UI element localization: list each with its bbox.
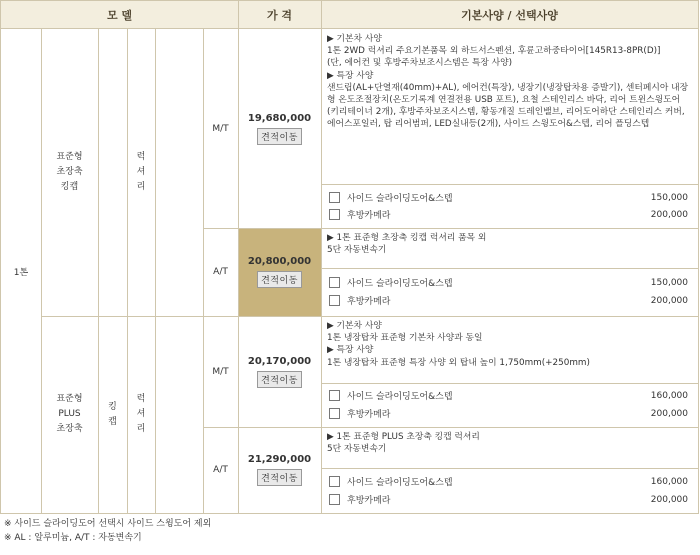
header-spec: 기본사양 / 선택사양: [321, 1, 698, 28]
row1-option-1-checkbox[interactable]: [329, 192, 340, 203]
group2-model-name: 표준형 PLUS 초장축: [56, 394, 83, 434]
row3-option-2-checkbox[interactable]: [329, 408, 340, 419]
header-price: 가 격: [238, 1, 321, 28]
row1-price: 19,680,000: [247, 112, 312, 124]
group2-trim-cell: [127, 316, 155, 513]
row3-price-cell: [238, 316, 321, 427]
group2-cab-label: 킹 캡: [108, 401, 117, 427]
row4-option-2-checkbox[interactable]: [329, 494, 340, 505]
group1-trim-cell: [127, 29, 155, 316]
row3-option-2[interactable]: [321, 405, 698, 422]
row4-option-2-price: 200,000: [650, 494, 688, 505]
row1-option-2-checkbox[interactable]: [329, 209, 340, 220]
header-model: 모 델: [1, 1, 238, 28]
footnote-2: ※ AL : 알루미늄, A/T : 자동변속기: [4, 533, 142, 543]
row2-quote-button[interactable]: 견적이동: [257, 271, 302, 288]
row1-quote-button[interactable]: 견적이동: [257, 128, 302, 145]
row3-option-2-name: 후방카메라: [347, 410, 391, 420]
row3-quote-button[interactable]: 견적이동: [257, 371, 302, 388]
row4-price: 21,290,000: [247, 454, 312, 465]
row1-option-1-name: 사이드 슬라이딩도어&스텝: [347, 194, 453, 204]
group1-model-cell: [41, 29, 98, 316]
row2-spec: ▶ 1톤 표준형 초장축 킹캡 럭셔리 품목 외 5단 자동변속기: [327, 233, 487, 256]
group2-model-cell: [41, 316, 98, 513]
row2-option-2-name: 후방카메라: [347, 297, 391, 307]
row2-option-2-price: 200,000: [650, 295, 688, 306]
row2-option-2[interactable]: [321, 292, 698, 309]
row2-price: 20,800,000: [247, 256, 312, 267]
group1-blank-cell: [155, 29, 203, 316]
row1-option-1[interactable]: [321, 189, 698, 206]
row4-option-1[interactable]: [321, 473, 698, 490]
row4-option-1-price: 160,000: [650, 476, 688, 487]
row3-option-1-price: 160,000: [650, 390, 688, 401]
group2-blank-cell: [155, 316, 203, 513]
class-cell: [1, 29, 41, 513]
row1-option-2-name: 후방카메라: [347, 211, 391, 221]
row4-option-1-checkbox[interactable]: [329, 476, 340, 487]
row3-option-1-name: 사이드 슬라이딩도어&스텝: [347, 392, 453, 402]
row3-option-1[interactable]: [321, 387, 698, 404]
group1-cab-cell: [98, 29, 127, 316]
row2-trans: A/T: [213, 267, 228, 277]
footnote-1: ※ 사이드 슬라이딩도어 선택시 사이드 스윙도어 제외: [4, 519, 212, 529]
row4-option-2[interactable]: [321, 491, 698, 508]
row4-option-2-name: 후방카메라: [347, 496, 391, 506]
row3-option-2-price: 200,000: [650, 408, 688, 419]
row4-option-1-name: 사이드 슬라이딩도어&스텝: [347, 478, 453, 488]
row4-quote-button[interactable]: 견적이동: [257, 469, 302, 486]
row2-option-1-name: 사이드 슬라이딩도어&스텝: [347, 279, 453, 289]
group2-trim-label: 럭 셔 리: [136, 394, 146, 434]
row3-spec: ▶ 기본차 사양 1톤 냉장탑차 표준형 기본차 사양과 동일 ▶ 특장 사양 1톤 냉장탑차 표준형 특장 사양 외 탑내 높이 1,750mm(+250mm): [327, 321, 590, 368]
row4-spec: ▶ 1톤 표준형 PLUS 초장축 킹캡 럭셔리 5단 자동변속기: [327, 432, 480, 455]
row3-option-1-checkbox[interactable]: [329, 390, 340, 401]
row3-trans: M/T: [212, 366, 229, 377]
row1-spec: ▶ 기본차 사양 1톤 2WD 럭셔리 주요기본품목 외 하드서스펜션, 후륜고하중타이어[145R13-8PR(D)] (단, 에어컨 및 후방주차보조시스템은 특장 사양) ▶ 특장 사양 샌드립(AL+단열재(40mm)+AL), 에어컨(특장), 냉장기(냉장탑차용 증발기), 센터페시아 내장형 온도조절장치(온도기록계 연결전용 USB 포트), 요철 스테인리스 바닥, 리어 트윈스윙도어(키리테이너 2개), 후방주차보조시스템, 황동개질 드레인밸브, 리어도어하단 스테인리스 커버, 에어스포일러, 탑 리어범퍼, LED실내등(2개), 사이드 스윙도어&스텝, 리어 플딩스텝: [327, 34, 689, 130]
row2-option-1-price: 150,000: [650, 277, 688, 288]
row1-trans: M/T: [212, 123, 229, 134]
row2-option-2-checkbox[interactable]: [329, 295, 340, 306]
group2-cab-cell: [98, 316, 127, 513]
group1-trim-label: 럭 셔 리: [136, 152, 146, 192]
row3-price: 20,170,000: [247, 355, 312, 367]
row2-option-1-checkbox[interactable]: [329, 277, 340, 288]
row4-price-cell: [238, 427, 321, 513]
footnotes: [4, 517, 694, 551]
row1-option-2[interactable]: [321, 206, 698, 223]
row1-price-cell: [238, 29, 321, 228]
row1-option-1-price: 150,000: [650, 192, 688, 203]
row1-option-2-price: 200,000: [650, 209, 688, 220]
group1-model-name: 표준형 초장축 킹캡: [56, 152, 83, 192]
row2-price-cell: [238, 228, 321, 316]
row4-trans: A/T: [213, 465, 228, 475]
row2-option-1[interactable]: [321, 274, 698, 291]
class-label: 1톤: [13, 267, 29, 278]
